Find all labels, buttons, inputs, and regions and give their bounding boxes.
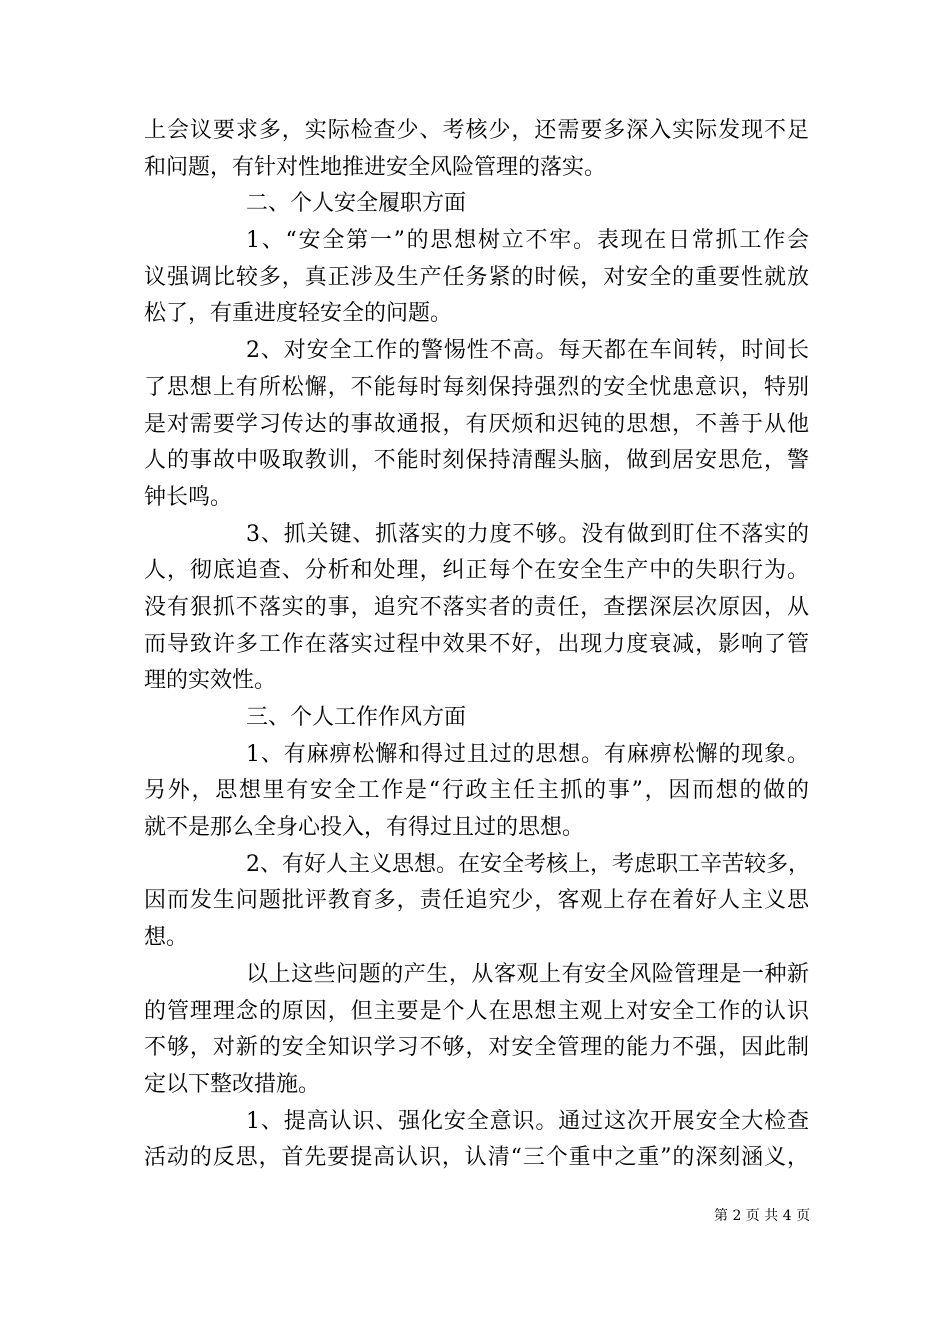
page-number-footer: 第 2 页 共 4 页	[714, 1208, 811, 1224]
text-line: 另外，思想里有安全工作是“行政主任主抓的事”，因而想的做的	[144, 778, 809, 804]
text-line: 钟长鸣。	[144, 484, 233, 510]
text-line: 定以下整改措施。	[144, 1071, 321, 1097]
text-line: 松了，有重进度轻安全的问题。	[144, 301, 453, 327]
text-line: 因而发生问题批评教育多，责任追究少，客观上存在着好人主义思	[144, 888, 809, 914]
text-line: 人，彻底追查、分析和处理，纠正每个在安全生产中的失职行为。	[144, 558, 809, 584]
text-line: 议强调比较多，真正涉及生产任务紧的时候，对安全的重要性就放	[144, 264, 809, 290]
text-line: 了思想上有所松懈，不能每时每刻保持强烈的安全忧患意识，特别	[144, 374, 809, 400]
text-line: 没有狠抓不落实的事，追究不落实者的责任，查摆深层次原因，从	[144, 594, 809, 620]
text-line: 理的实效性。	[144, 668, 277, 694]
text-line: 活动的反思，首先要提高认识，认清“三个重中之重”的深刻涵义，	[144, 1145, 809, 1171]
text-line: 想。	[144, 925, 189, 951]
text-line: 1、“安全第一”的思想树立不牢。表现在日常抓工作会	[246, 228, 809, 254]
text-line: 而导致许多工作在落实过程中效果不好，出现力度衰减，影响了管	[144, 631, 809, 657]
text-line: 3、抓关键、抓落实的力度不够。没有做到盯住不落实的	[246, 521, 809, 547]
text-line: 2、有好人主义思想。在安全考核上，考虑职工辛苦较多，	[246, 851, 810, 877]
text-line: 就不是那么全身心投入，有得过且过的思想。	[144, 815, 585, 841]
document-body	[144, 113, 809, 1177]
text-line: 1、有麻痹松懈和得过且过的思想。有麻痹松懈的现象。	[246, 741, 809, 767]
text-line: 是对需要学习传达的事故通报，有厌烦和迟钝的思想，不善于从他	[144, 411, 809, 437]
section-heading: 二、个人安全履职方面	[246, 191, 467, 217]
text-line: 不够，对新的安全知识学习不够，对安全管理的能力不强，因此制	[144, 1035, 809, 1061]
text-line: 和问题，有针对性地推进安全风险管理的落实。	[144, 154, 607, 180]
text-line: 以上这些问题的产生，从客观上有安全风险管理是一种新	[246, 961, 809, 987]
section-heading: 三、个人工作作风方面	[246, 705, 467, 730]
text-line: 上会议要求多，实际检查少、考核少，还需要多深入实际发现不足	[144, 118, 809, 143]
text-line: 的管理理念的原因，但主要是个人在思想主观上对安全工作的认识	[144, 998, 809, 1024]
text-line: 2、对安全工作的警惕性不高。每天都在车间转，时间长	[246, 338, 809, 364]
text-line: 人的事故中吸取教训，不能时刻保持清醒头脑，做到居安思危，警	[144, 448, 809, 474]
text-line: 1、提高认识、强化安全意识。通过这次开展安全大检查	[246, 1108, 809, 1134]
